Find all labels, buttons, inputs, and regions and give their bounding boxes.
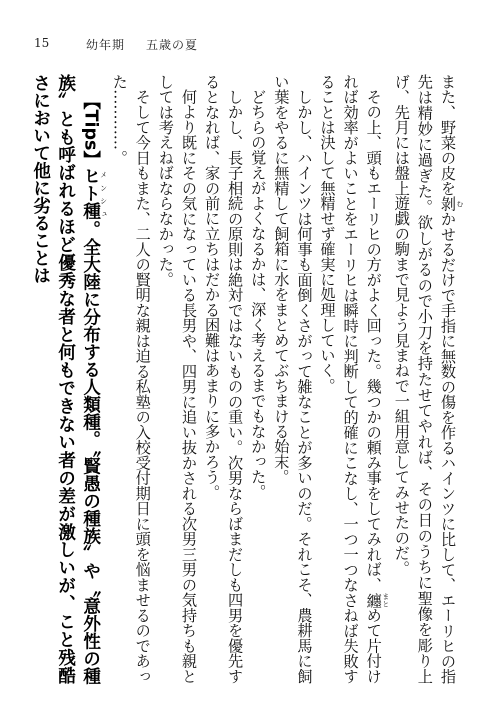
tips-text: 。全大陸に分布する人類種。〝賢愚の種族〟や〝意外性の種族〟とも呼ばれるほど優秀な者と何もできない者の差が激しいが、こと残酷さにおいて他に劣ることは <box>30 74 101 685</box>
running-header <box>34 36 480 54</box>
tips-note <box>28 74 108 684</box>
paragraph: 何より既にその気になっている長男や、四男に追い抜かされる次男三男の気持ちも親としては考えねばならなかった。 <box>156 74 198 684</box>
paragraph: どちらの覚えがよくなるかは、深く考えるまでもなかった。 <box>249 89 268 500</box>
section-title: 五歳の夏 <box>146 38 199 52</box>
chapter-title: 幼年期 <box>86 38 126 52</box>
page-number: 15 <box>34 36 50 50</box>
paragraph: しかし、長子相続の原則は絶対ではないものの重い。次男ならばまだしも四男を優先するとなれば、家の前に立ちはだかる困難はあまりに多かろう。 <box>203 74 245 684</box>
ruby-muku: 剝 む <box>439 196 464 212</box>
vertical-text-body <box>30 74 464 685</box>
ruby-menshu: ヒト種 メンシュ <box>80 167 108 220</box>
paragraph: また、野菜の皮を剝 むかせるだけで手指に無数の傷を作るハインツに比して、エーリヒの指先は精妙に過ぎた。欲しがるので小刀を持たせてやれば、その日のうちに聖像を彫り上げ、先月には盤上遊戯の駒まで見よう見まねで一組用意してみせたのだ。 <box>392 74 464 685</box>
paragraph: そして今日もまた、二人の賢明な親は迫る私塾の入校受付期日に頭を悩ませるのであった…………。 <box>110 74 152 684</box>
ruby-matome: 纏 まと <box>364 592 390 608</box>
paragraph: しかし、ハインツは何事も面倒くさがって雑なことが多いのだ。それこそ、農耕馬に飼い葉をやるに無精して飼箱に水をまとめてぶちまける始末。 <box>272 74 314 684</box>
paragraph: その上、頭もエーリヒの方がよく回った。幾つかの頼み事をしてみれば、纏 まとめて片付ければ効率がよいことをエーリヒは瞬時に判断して的確にこなし、一つ一つなさねば失敗することは決して無精せず確実に処理していく。 <box>318 74 390 685</box>
tips-label: 【Tips】 <box>80 91 101 168</box>
